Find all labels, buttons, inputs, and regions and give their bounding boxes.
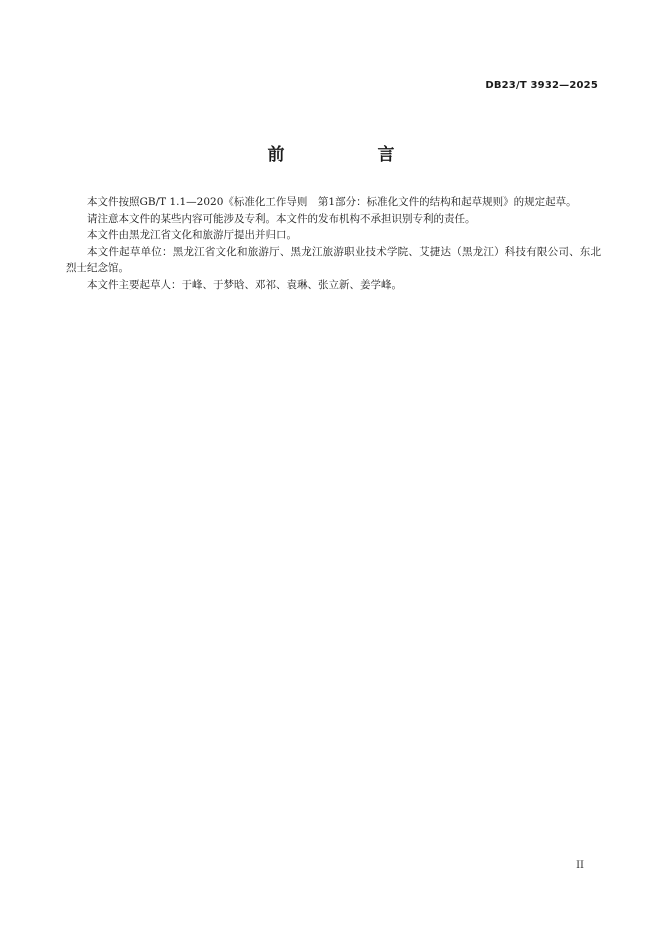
paragraph-patent-notice: 请注意本文件的某些内容可能涉及专利。本文件的发布机构不承担识别专利的责任。 [87,212,476,225]
page-number: II [576,860,584,871]
paragraph-drafters: 本文件主要起草人：于峰、于梦晗、邓祁、袁琳、张立新、姜学峰。 [87,278,402,291]
paragraph-drafting-units: 本文件起草单位：黑龙江省文化和旅游厅、黑龙江旅游职业技术学院、艾捷达（黑龙江）科技有限公司、东北烈士纪念馆。 [66,245,601,275]
paragraph-drafting-basis: 本文件按照GB/T 1.1—2020《标准化工作导则 第1部分：标准化文件的结构和起草规则》的规定起草。 [87,196,577,208]
document-code: DB23/T 3932—2025 [485,80,598,91]
foreword-body [66,194,601,294]
section-title: 前 言 [267,145,433,165]
paragraph-proposer: 本文件由黑龙江省文化和旅游厅提出并归口。 [87,229,297,242]
